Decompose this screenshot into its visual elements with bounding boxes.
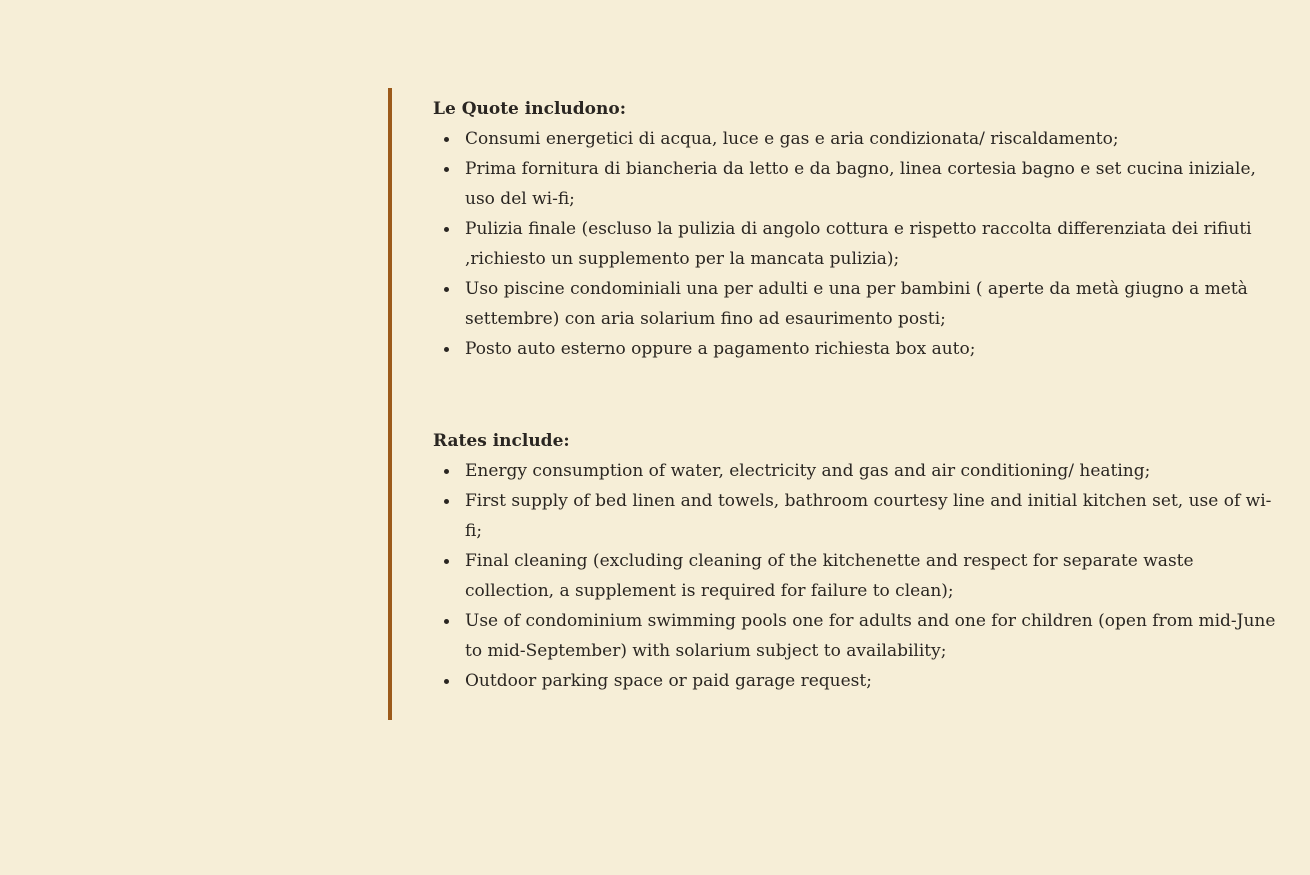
list-item-text: Consumi energetici di acqua, luce e gas e aria condizionata/ riscaldamento;: [465, 129, 1119, 149]
list-item: [433, 334, 1283, 364]
bullet-icon: [444, 559, 449, 564]
bullet-icon: [444, 287, 449, 292]
list-item: [433, 154, 1283, 214]
list-item: [433, 606, 1283, 666]
list-item: [433, 214, 1283, 274]
list-item: [433, 666, 1283, 696]
list-item: [433, 274, 1283, 334]
bullet-icon: [444, 347, 449, 352]
list-item: [433, 456, 1283, 486]
list-item-text: Use of condominium swimming pools one for adults and one for children (open from mid-June to mid-September) with solarium subject to availability;: [465, 611, 1276, 661]
list-item-text: Posto auto esterno oppure a pagamento richiesta box auto;: [465, 339, 976, 359]
list-item: [433, 124, 1283, 154]
bullet-icon: [444, 167, 449, 172]
section-title: Rates include:: [433, 431, 570, 451]
accent-bar: [388, 88, 392, 720]
section-title: Le Quote includono:: [433, 99, 626, 119]
list-item-text: Final cleaning (excluding cleaning of the kitchenette and respect for separate waste collection, a supplement is required for failure to clean);: [465, 551, 1194, 601]
inclusions-list: [433, 456, 1283, 696]
list-item-text: First supply of bed linen and towels, bathroom courtesy line and initial kitchen set, use of wi-fi;: [465, 491, 1272, 541]
list-item-text: Prima fornitura di biancheria da letto e da bagno, linea cortesia bagno e set cucina iniziale, uso del wi-fi;: [465, 159, 1256, 209]
section-english: [433, 426, 1283, 696]
bullet-icon: [444, 227, 449, 232]
rates-content: [433, 94, 1283, 696]
list-item: [433, 486, 1283, 546]
bullet-icon: [444, 499, 449, 504]
list-item-text: Outdoor parking space or paid garage request;: [465, 671, 872, 691]
list-item-text: Energy consumption of water, electricity and gas and air conditioning/ heating;: [465, 461, 1151, 481]
list-item: [433, 546, 1283, 606]
section-italian: [433, 94, 1283, 364]
inclusions-list: [433, 124, 1283, 364]
bullet-icon: [444, 619, 449, 624]
bullet-icon: [444, 679, 449, 684]
list-item-text: Uso piscine condominiali una per adulti e una per bambini ( aperte da metà giugno a metà settembre) con aria solarium fino ad esaurimento posti;: [465, 279, 1248, 329]
section-spacer: [433, 364, 1283, 426]
list-item-text: Pulizia finale (escluso la pulizia di angolo cottura e rispetto raccolta differenziata dei rifiuti ,richiesto un supplemento per la mancata pulizia);: [465, 219, 1252, 269]
bullet-icon: [444, 469, 449, 474]
bullet-icon: [444, 137, 449, 142]
